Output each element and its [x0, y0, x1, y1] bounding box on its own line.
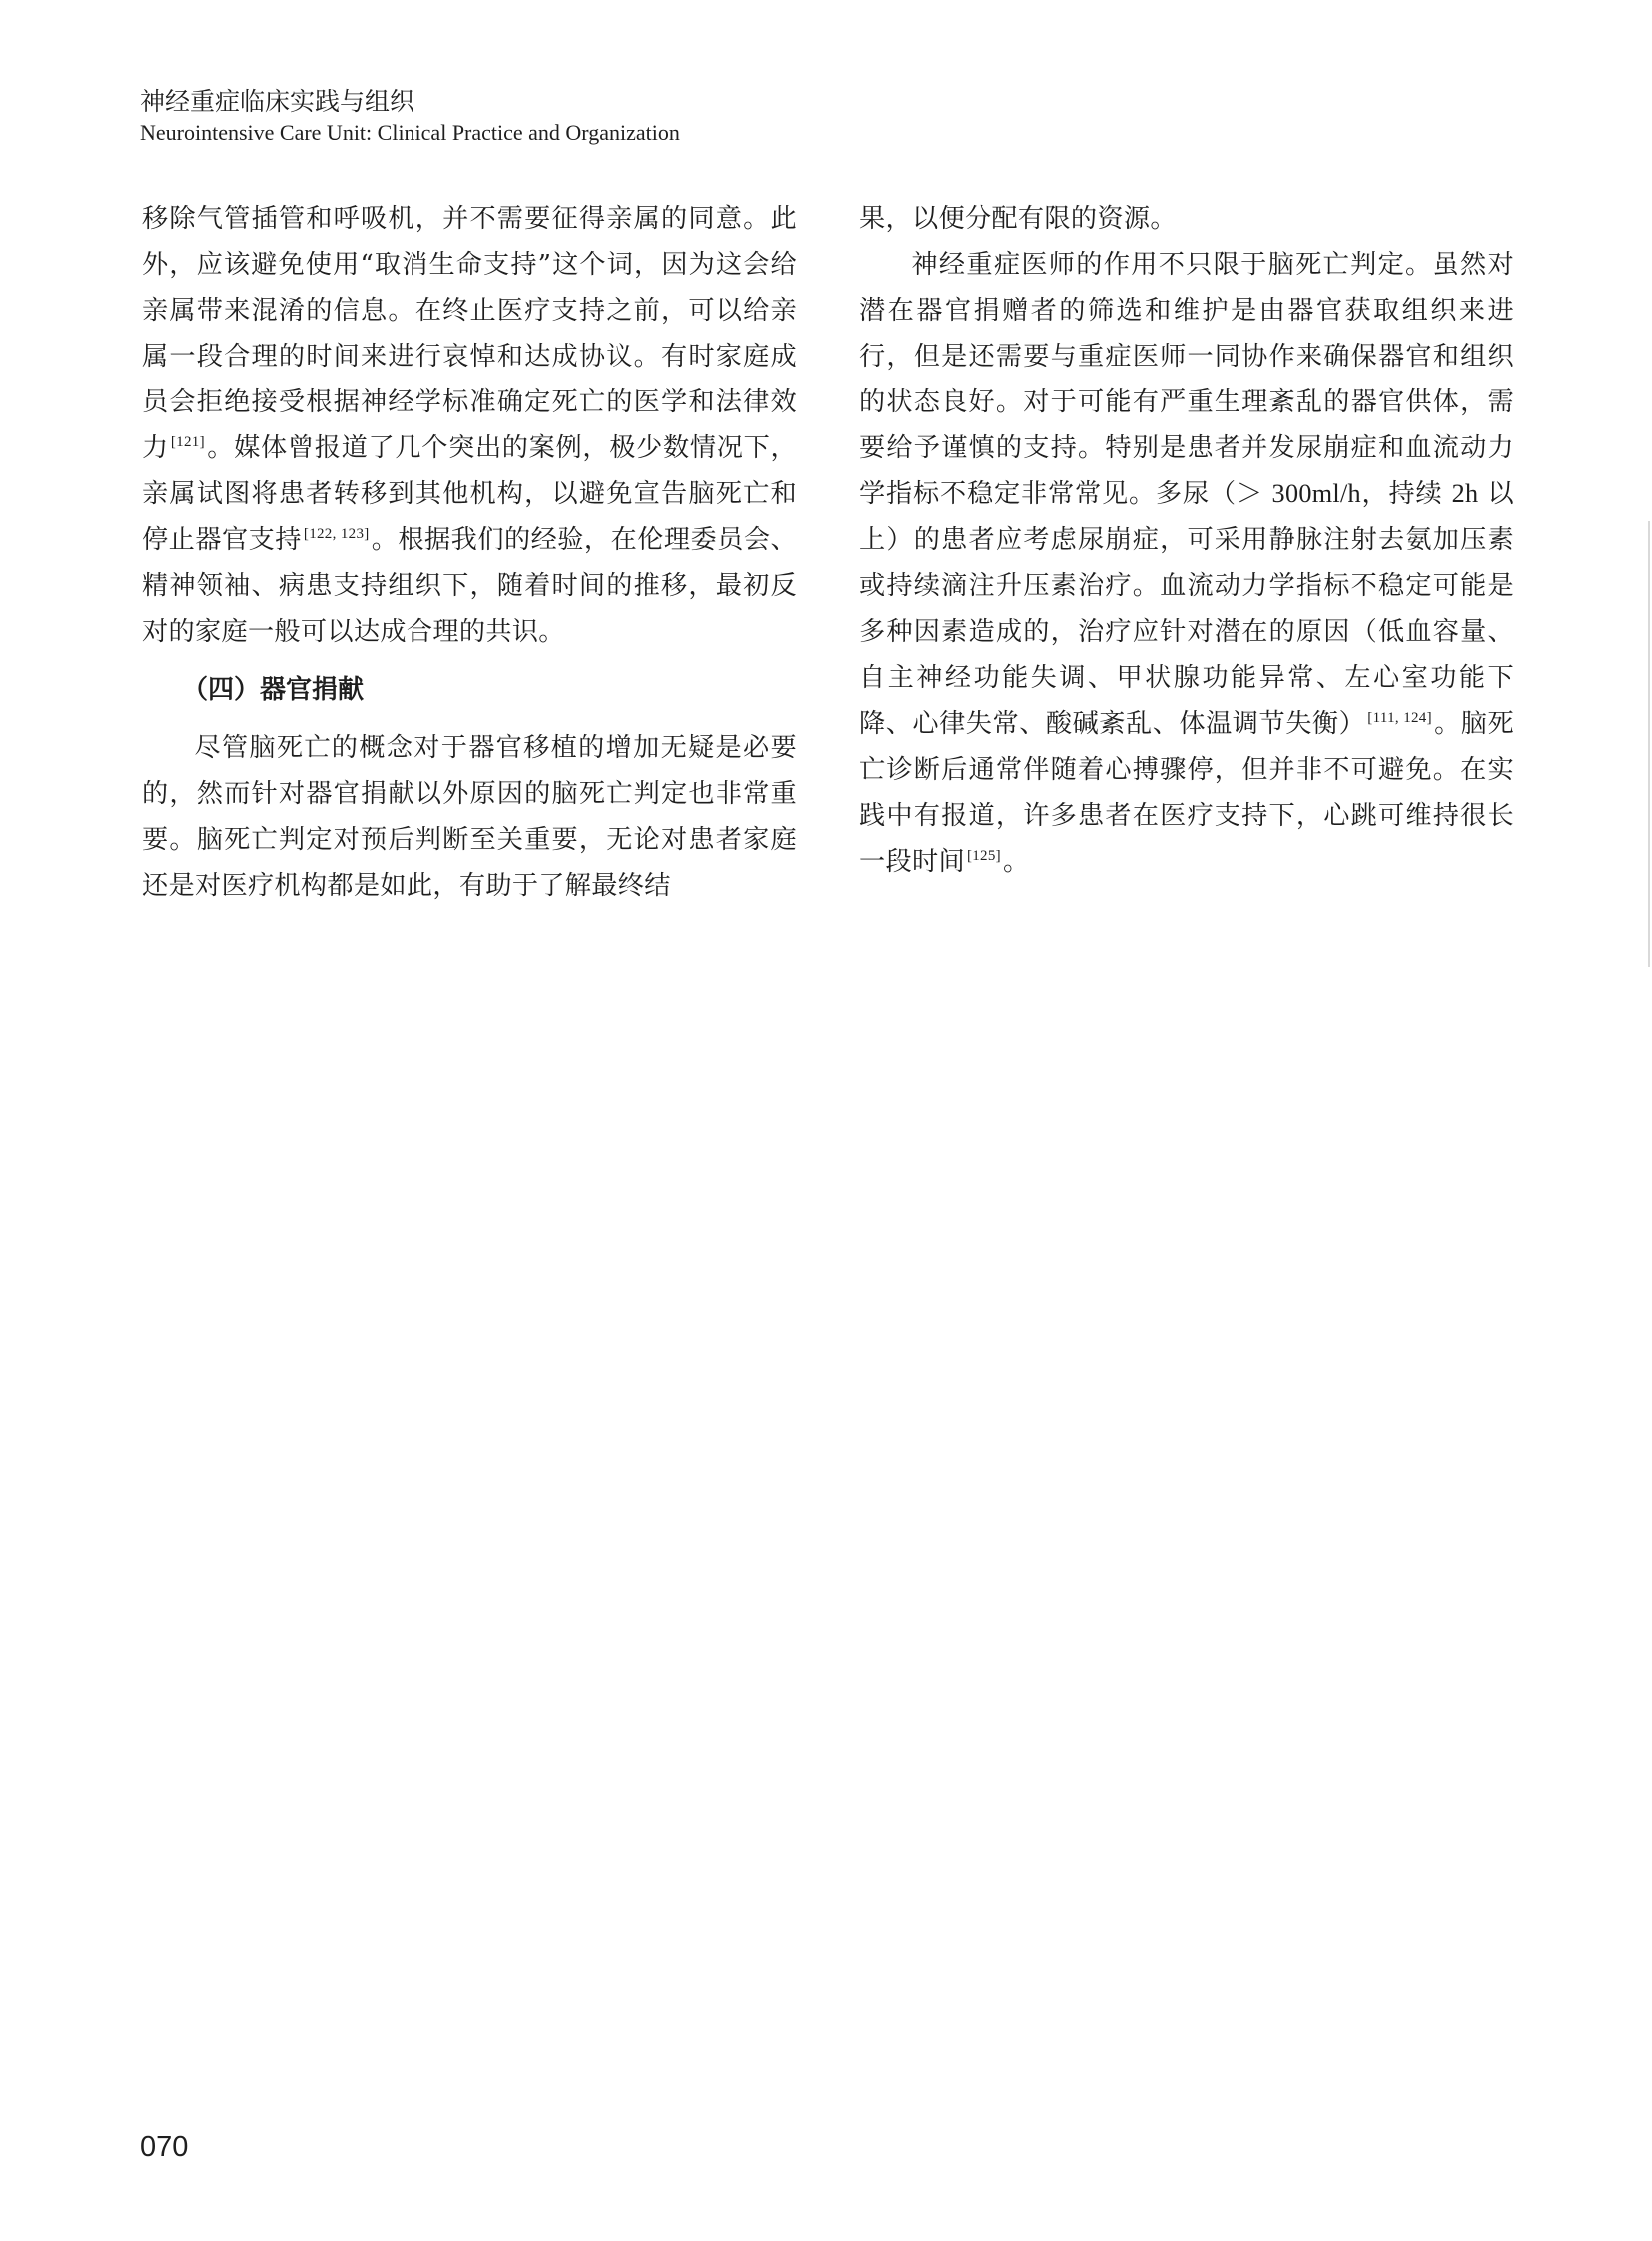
- citation-ref: [111, 124]: [1367, 710, 1432, 726]
- citation-ref: [125]: [966, 848, 1001, 864]
- right-column: [859, 196, 1514, 885]
- paragraph-neurointensivist-role: [859, 242, 1514, 885]
- left-column: [142, 196, 797, 909]
- paragraph-text: 。: [1002, 847, 1030, 877]
- paragraph-continuation: 果，以便分配有限的资源。: [859, 204, 1177, 234]
- duration-value: 2h: [1451, 479, 1479, 508]
- section-heading-organ-donation: （四）器官捐献: [182, 675, 365, 705]
- page-edge-mark: [1648, 521, 1650, 967]
- page-number: 070: [140, 2131, 189, 2163]
- paragraph-text: 。脑死亡诊断后通常伴随着心搏骤停，但并非不可避免。在实践中有报道，许多患者在医疗支持下，心跳可维持很长一段时间: [859, 709, 1514, 877]
- citation-ref: [121]: [170, 434, 205, 450]
- paragraph-text: 。根据我们的经验，在伦理委员会、精神领袖、病患支持组织下，随着时间的推移，最初反对的家庭一般可以达成合理的共识。: [142, 525, 797, 647]
- running-header: [140, 86, 680, 148]
- paragraph-text: 。媒体曾报道了几个突出的案例，极少数情况下，亲属试图将患者转移到其他机构，以避免宣告脑死亡和停止器官支持: [142, 433, 797, 555]
- paragraph-text: ，持续: [1360, 479, 1443, 509]
- urine-output-threshold: 300ml/h: [1271, 479, 1361, 508]
- paragraph-family-consent: [142, 196, 797, 655]
- book-title-english: Neurointensive Care Unit: Clinical Practice and Organization: [140, 120, 680, 145]
- citation-ref: [122, 123]: [303, 526, 370, 542]
- paragraph-text: 以上）的患者应考虑尿崩症，可采用静脉注射去氨加压素或持续滴注升压素治疗。血流动力学指标不稳定可能是多种因素造成的，治疗应针对潜在的原因（低血容量、自主神经功能失调、甲状腺功能异常、左心室功能下降、心律失常、酸碱紊乱、体温调节失衡）: [859, 479, 1515, 739]
- paragraph-text: 移除气管插管和呼吸机，并不需要征得亲属的同意。此外，应该避免使用“取消生命支持”这个词，因为这会给亲属带来混淆的信息。在终止医疗支持之前，可以给亲属一段合理的时间来进行哀悼和达成协议。有时家庭成员会拒绝接受根据神经学标准确定死亡的医学和法律效力: [142, 204, 797, 463]
- paragraph-organ-donation: 尽管脑死亡的概念对于器官移植的增加无疑是必要的，然而针对器官捐献以外原因的脑死亡判定也非常重要。脑死亡判定对预后判断至关重要，无论对患者家庭还是对医疗机构都是如此，有助于了解最终结: [142, 733, 797, 901]
- book-title-chinese: 神经重症临床实践与组织: [140, 87, 415, 116]
- paragraph-text: 神经重症医师的作用不只限于脑死亡判定。虽然对潜在器官捐赠者的筛选和维护是由器官获取组织来进行，但是还需要与重症医师一同协作来确保器官和组织的状态良好。对于可能有严重生理紊乱的器官供体，需要给予谨慎的支持。特别是患者并发尿崩症和血流动力学指标不稳定非常常见。多尿（＞: [859, 250, 1514, 509]
